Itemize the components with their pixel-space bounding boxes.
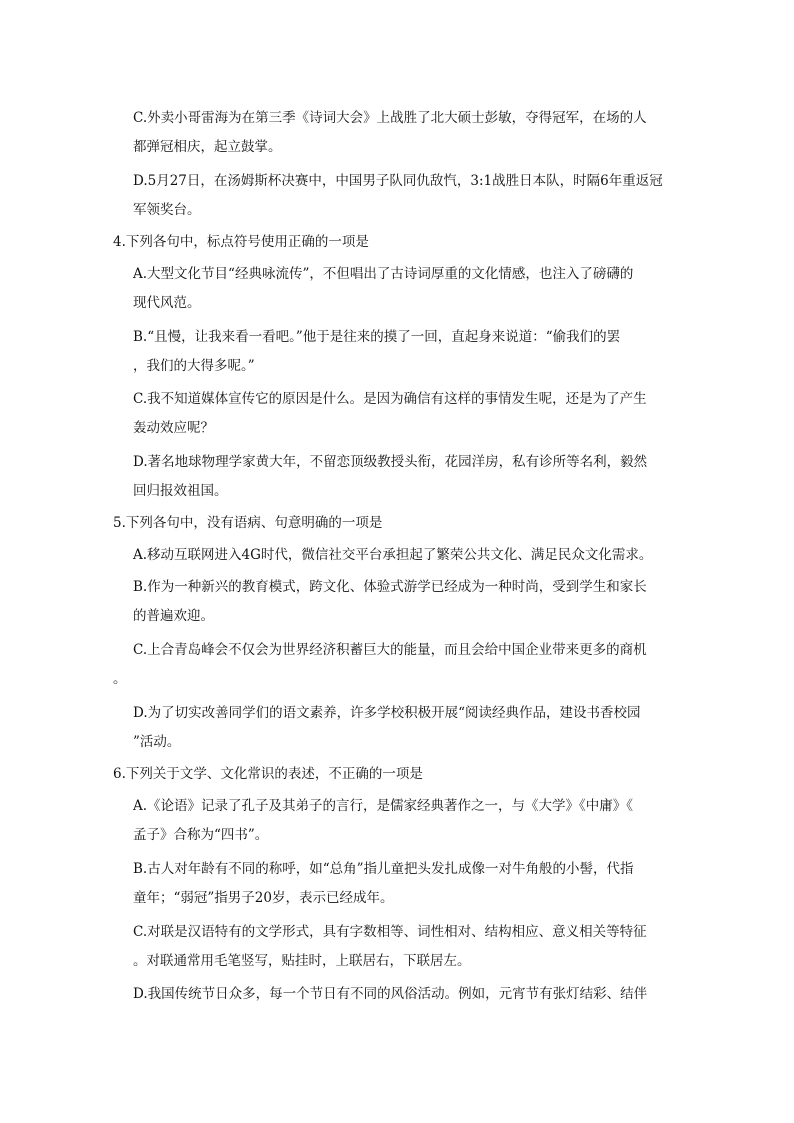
question-4-stem: 4.下列各句中，标点符号使用正确的一项是: [113, 234, 369, 250]
option-d-line-1: D.5月27日，在汤姆斯杯决赛中，中国男子队同仇敌忾，3:1战胜日本队，时隔6年重返冠: [133, 173, 663, 189]
question-5-stem: 5.下列各句中，没有语病、句意明确的一项是: [113, 515, 383, 531]
q4-option-d-line-1: D.著名地球物理学家黄大年，不留恋顶级教授头衔，花园洋房，私有诊所等名利，毅然: [133, 454, 648, 470]
option-c-line-2: 都弹冠相庆，起立鼓掌。: [133, 139, 282, 155]
q6-option-a-line-1: A.《论语》记录了孔子及其弟子的言行，是儒家经典著作之一，与《大学》《中庸》《: [133, 798, 634, 814]
q4-option-c-line-2: 轰动效应呢？: [133, 420, 214, 436]
q4-option-a-line-2: 现代风范。: [133, 295, 201, 311]
q4-option-a-line-1: A.大型文化节目“经典咏流传”，不但唱出了古诗词厚重的文化情感，也注入了磅礴的: [133, 266, 634, 282]
q6-option-b-line-2: 童年；“弱冠”指男子20岁，表示已经成年。: [133, 890, 394, 906]
q6-option-c-line-1: C.对联是汉语特有的文学形式，具有字数相等、词性相对、结构相应、意义相关等特征: [133, 924, 647, 940]
q5-option-c-line-1: C.上合青岛峰会不仅会为世界经济积蓄巨大的能量，而且会给中国企业带来更多的商机: [133, 642, 647, 658]
q4-option-c-line-1: C.我不知道媒体宣传它的原因是什么。是因为确信有这样的事情发生呢，还是为了产生: [133, 391, 647, 407]
q6-option-c-line-2: 。对联通常用毛笔竖写，贴挂时，上联居右，下联居左。: [133, 953, 471, 969]
q5-option-d-line-2: ”活动。: [133, 734, 181, 750]
q6-option-a-line-2: 孟子》合称为“四书”。: [133, 827, 269, 843]
q6-option-b-line-1: B.古人对年龄有不同的称呼，如“总角”指儿童把头发扎成像一对牛角般的小髻，代指: [133, 861, 634, 877]
q4-option-b-line-1: B.“且慢，让我来看一看吧。”他于是往来的摸了一回，直起身来说道：“偷我们的罢: [133, 329, 621, 345]
option-c-line-1: C.外卖小哥雷海为在第三季《诗词大会》上战胜了北大硕士彭敏，夺得冠军，在场的人: [133, 110, 647, 126]
q4-option-b-line-2: ，我们的大得多呢。”: [133, 358, 255, 374]
option-d-line-2: 军领奖台。: [133, 202, 201, 218]
q4-option-d-line-2: 回归报效祖国。: [133, 483, 228, 499]
q5-option-d-line-1: D.为了切实改善同学们的语文素养，许多学校积极开展“阅读经典作品，建设书香校园: [133, 705, 641, 721]
question-6-stem: 6.下列关于文学、文化常识的表述，不正确的一项是: [113, 766, 423, 782]
q6-option-d-line-1: D.我国传统节日众多，每一个节日有不同的风俗活动。例如，元宵节有张灯结彩、结伴: [133, 986, 648, 1002]
q5-option-c-line-2: 。: [113, 671, 127, 687]
q5-option-b-line-2: 的普遍欢迎。: [133, 608, 214, 624]
q5-option-a-line-1: A.移动互联网进入4G时代，微信社交平台承担起了繁荣公共文化、满足民众文化需求。: [133, 547, 653, 563]
q5-option-b-line-1: B.作为一种新兴的教育模式，跨文化、体验式游学已经成为一种时尚，受到学生和家长: [133, 579, 647, 595]
